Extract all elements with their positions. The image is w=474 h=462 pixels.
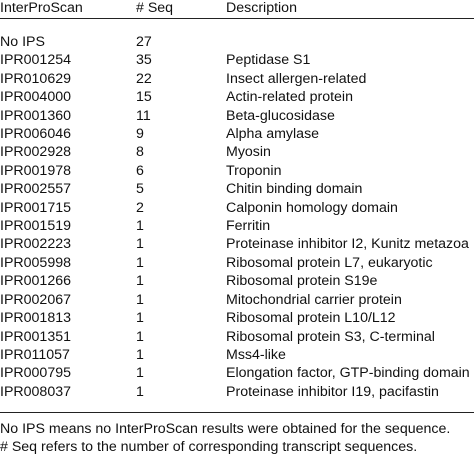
- description-cell: Insect allergen-related: [226, 70, 367, 87]
- header-description: Description: [226, 0, 297, 16]
- table-row: [0, 217, 474, 235]
- seq-cell: 2: [136, 199, 144, 216]
- table-row: [0, 143, 474, 161]
- description-cell: Myosin: [226, 144, 271, 161]
- table-row: [0, 328, 474, 346]
- ips-cell: IPR006046: [0, 126, 71, 143]
- table-row: [0, 70, 474, 88]
- ips-cell: IPR002223: [0, 236, 71, 253]
- table-row: [0, 383, 474, 401]
- ips-cell: IPR001254: [0, 52, 71, 69]
- description-cell: Ferritin: [226, 218, 271, 235]
- table-row: [0, 162, 474, 180]
- description-cell: Elongation factor, GTP-binding domain: [226, 365, 470, 382]
- description-cell: Proteinase inhibitor I2, Kunitz metazoa: [226, 236, 469, 253]
- description-cell: Proteinase inhibitor I19, pacifastin: [226, 383, 439, 400]
- ips-cell: IPR000795: [0, 365, 71, 382]
- seq-cell: 1: [136, 328, 144, 345]
- description-cell: Alpha amylase: [226, 126, 320, 143]
- header-interproscan: InterProScan: [0, 0, 83, 16]
- table-row: [0, 88, 474, 106]
- header-seq-count: # Seq: [136, 0, 174, 16]
- seq-cell: 1: [136, 383, 144, 400]
- ips-cell: IPR004000: [0, 89, 71, 106]
- seq-cell: 15: [136, 89, 152, 106]
- ips-cell: No IPS: [0, 34, 45, 50]
- table-row: [0, 346, 474, 364]
- seq-cell: 1: [136, 254, 144, 271]
- ips-cell: IPR001351: [0, 328, 71, 345]
- ips-cell: IPR010629: [0, 70, 71, 87]
- table-header-row: [0, 0, 474, 19]
- seq-cell: 1: [136, 273, 144, 290]
- table-row: [0, 309, 474, 327]
- seq-cell: 1: [136, 365, 144, 382]
- table-row: [0, 254, 474, 272]
- description-cell: [226, 33, 474, 51]
- table-footnotes: [0, 420, 474, 457]
- description-cell: Calponin homology domain: [226, 199, 398, 216]
- table-row: [0, 364, 474, 382]
- table-row: [0, 51, 474, 69]
- seq-cell: 1: [136, 218, 144, 235]
- table-row: [0, 235, 474, 253]
- ips-cell: IPR001360: [0, 107, 71, 124]
- seq-cell: 5: [136, 181, 144, 198]
- description-cell: Ribosomal protein L7, eukaryotic: [226, 254, 433, 271]
- ips-cell: IPR001978: [0, 162, 71, 179]
- table-row: [0, 291, 474, 309]
- table-row: [0, 33, 474, 51]
- description-cell: Actin-related protein: [226, 89, 353, 106]
- table-row: [0, 180, 474, 198]
- ips-cell: IPR005998: [0, 254, 71, 271]
- ips-cell: IPR001813: [0, 310, 71, 327]
- seq-cell: 8: [136, 144, 144, 161]
- description-cell: Mitochondrial carrier protein: [226, 291, 402, 308]
- description-cell: Mss4-like: [226, 346, 286, 363]
- table-row: [0, 199, 474, 217]
- ips-cell: IPR008037: [0, 383, 71, 400]
- seq-cell: 1: [136, 310, 144, 327]
- description-cell: Ribosomal protein S19e: [226, 273, 378, 290]
- description-cell: Troponin: [226, 162, 282, 179]
- footnote-no-ips: No IPS means no InterProScan results were obtained for the sequence.: [0, 421, 451, 437]
- description-cell: Ribosomal protein S3, C-terminal: [226, 328, 435, 345]
- seq-cell: 11: [136, 107, 151, 124]
- ips-cell: IPR011057: [0, 346, 70, 363]
- header-spacer: [0, 19, 474, 34]
- table-row: [0, 125, 474, 143]
- description-cell: Peptidase S1: [226, 52, 311, 69]
- table-row: [0, 272, 474, 290]
- ips-cell: IPR001519: [0, 218, 71, 235]
- table-bottom-rule: [0, 412, 474, 413]
- ips-cell: IPR002928: [0, 144, 71, 161]
- seq-cell: 22: [136, 70, 152, 87]
- ips-cell: IPR001266: [0, 273, 71, 290]
- table-row: [0, 107, 474, 125]
- description-cell: Ribosomal protein L10/L12: [226, 310, 396, 327]
- seq-cell: 1: [136, 291, 144, 308]
- description-cell: Chitin binding domain: [226, 181, 363, 198]
- seq-cell: 35: [136, 52, 152, 69]
- seq-cell: 1: [136, 346, 144, 363]
- seq-cell: 27: [136, 34, 152, 50]
- footnote-seq: # Seq refers to the number of corresponding transcript sequences.: [0, 439, 418, 456]
- seq-cell: 1: [136, 236, 144, 253]
- ips-cell: IPR002557: [0, 181, 71, 198]
- description-cell: Beta-glucosidase: [226, 107, 335, 124]
- seq-cell: 9: [136, 126, 144, 143]
- ips-cell: IPR001715: [0, 199, 71, 216]
- seq-cell: 6: [136, 162, 144, 179]
- ips-cell: IPR002067: [0, 291, 71, 308]
